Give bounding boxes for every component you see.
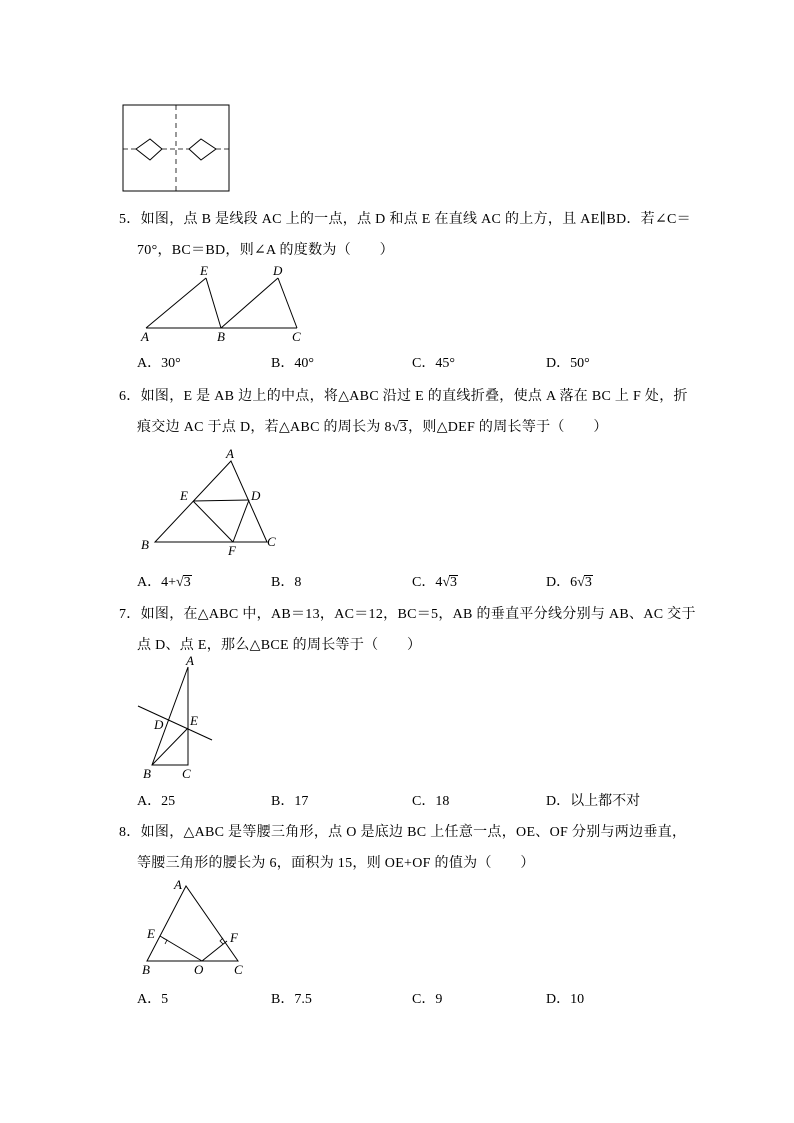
question-7-text-line2: 点 D、点 E，那么△BCE 的周长等于（ ） [137, 638, 422, 653]
q8-label-O: O [194, 962, 204, 977]
q8-option-b[interactable]: B．7.5 [271, 992, 312, 1007]
q7-label-B: B [143, 766, 151, 781]
q5-option-b[interactable]: B．40° [271, 356, 314, 371]
question-5-text-line2: 70°，BC＝BD，则∠A 的度数为（ ） [137, 243, 394, 258]
q7-option-d[interactable]: D．以上都不对 [546, 794, 641, 809]
q7-option-c[interactable]: C．18 [412, 794, 450, 809]
q5-label-D: D [273, 263, 283, 278]
question-7-text-line1: 7．如图，在△ABC 中，AB＝13，AC＝12，BC＝5，AB 的垂直平分线分别与 AB、AC 交于 [119, 607, 696, 622]
q8-label-F: F [230, 930, 238, 945]
question-6-text-line2: 痕交边 AC 于点 D，若△ABC 的周长为 8√3，则△DEF 的周长等于（ ） [137, 420, 608, 435]
q6-line2-pre: 痕交边 AC 于点 D，若△ABC 的周长为 8 [137, 420, 392, 435]
q6-option-a[interactable]: A．4+√3 [137, 575, 191, 590]
q8-label-B: B [142, 962, 150, 977]
q7-label-C: C [182, 766, 191, 781]
q5-option-c[interactable]: C．45° [412, 356, 455, 371]
q8-label-A: A [174, 877, 182, 892]
q7-option-b[interactable]: B．17 [271, 794, 309, 809]
q5-label-C: C [292, 329, 301, 344]
q7-label-E: E [190, 713, 198, 728]
q6-label-B: B [141, 537, 149, 552]
q5-option-d[interactable]: D．50° [546, 356, 590, 371]
q5-label-B: B [217, 329, 225, 344]
q7-option-a[interactable]: A．25 [137, 794, 176, 809]
q8-option-d[interactable]: D．10 [546, 992, 585, 1007]
q6-option-d[interactable]: D．6√3 [546, 575, 592, 590]
question-5-text-line1: 5．如图，点 B 是线段 AC 上的一点，点 D 和点 E 在直线 AC 的上方，且 AE∥BD．若∠C＝ [119, 212, 691, 227]
q6-line2-radicand: 3 [399, 420, 408, 435]
question-8-text-line1: 8．如图，△ABC 是等腰三角形，点 O 是底边 BC 上任意一点，OE、OF 分别与两边垂直， [119, 825, 687, 840]
q5-label-A: A [141, 329, 149, 344]
q8-label-E: E [147, 926, 155, 941]
question-6-text-line1: 6．如图，E 是 AB 边上的中点，将△ABC 沿过 E 的直线折叠，使点 A 落在 BC 上 F 处，折 [119, 389, 688, 404]
q5-label-E: E [200, 263, 208, 278]
q7-label-D: D [154, 717, 164, 732]
question-8-text-line2: 等腰三角形的腰长为 6，面积为 15，则 OE+OF 的值为（ ） [137, 856, 535, 871]
q8-label-C: C [234, 962, 243, 977]
q8-option-a[interactable]: A．5 [137, 992, 169, 1007]
q7-label-A: A [186, 653, 194, 668]
q6-line2-post: ，则△DEF 的周长等于（ ） [408, 420, 608, 435]
q6-label-A: A [226, 446, 234, 461]
q6-label-F: F [228, 543, 236, 558]
q5-option-a[interactable]: A．30° [137, 356, 181, 371]
q6-option-b[interactable]: B．8 [271, 575, 302, 590]
q6-label-C: C [267, 534, 276, 549]
q6-label-E: E [180, 488, 188, 503]
q6-label-D: D [251, 488, 261, 503]
q8-option-c[interactable]: C．9 [412, 992, 443, 1007]
q6-option-c[interactable]: C．4√3 [412, 575, 458, 590]
